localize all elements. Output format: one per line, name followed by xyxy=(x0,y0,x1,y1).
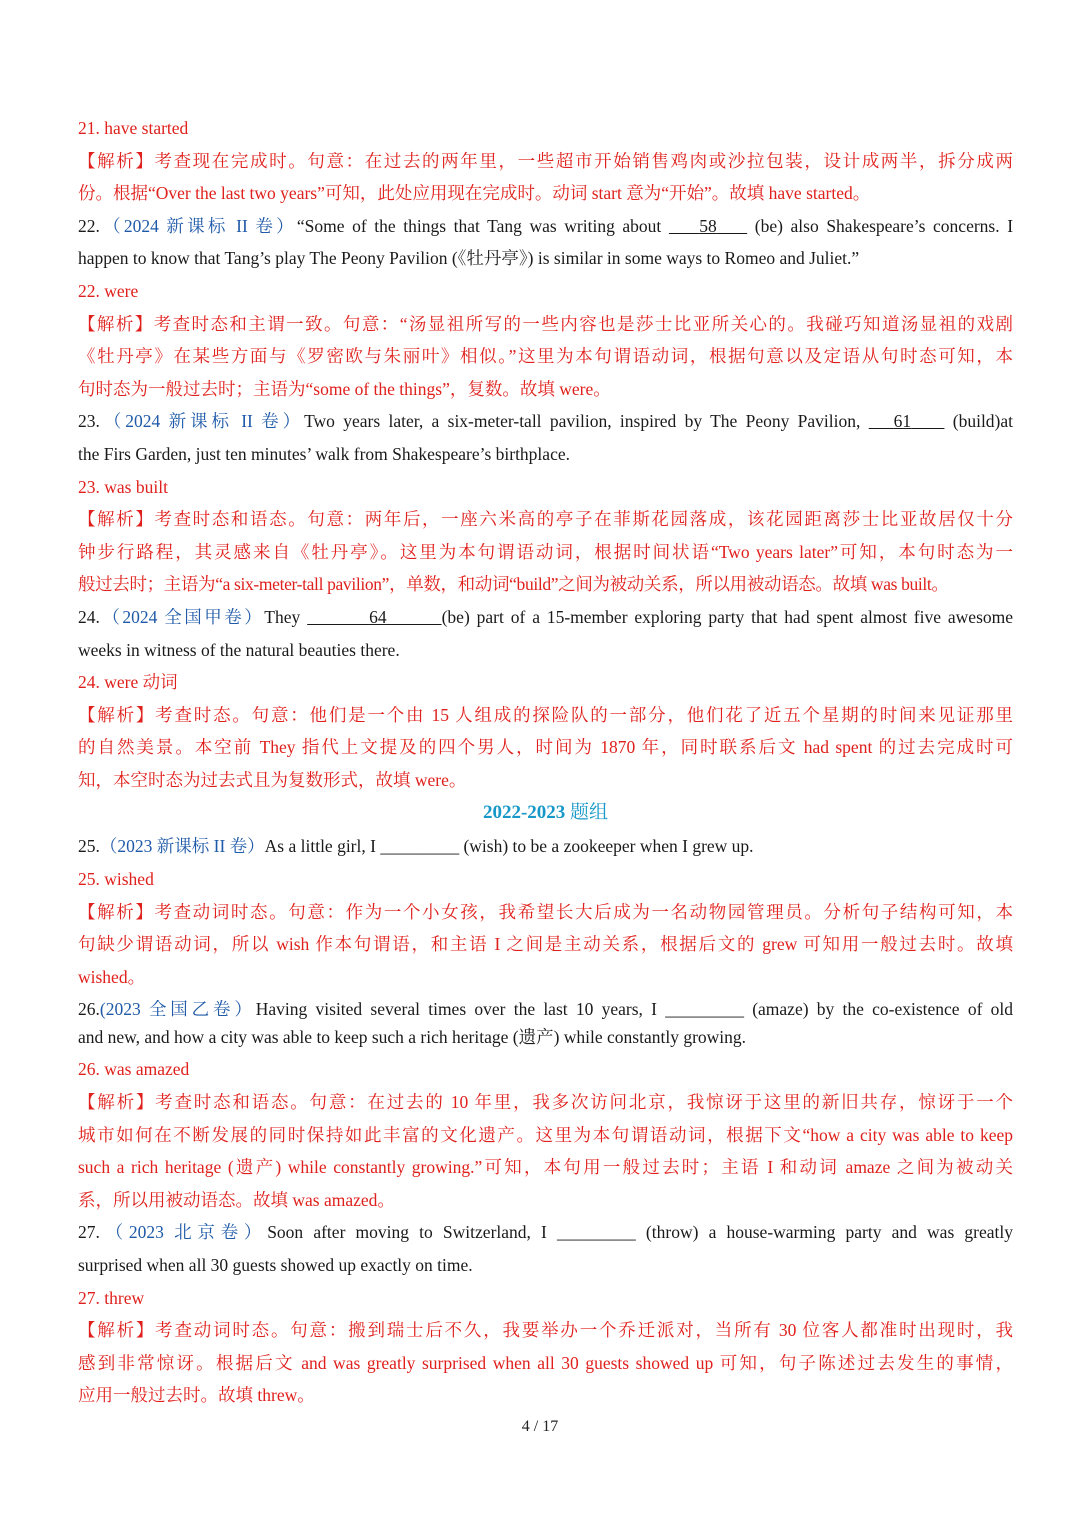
question-source: （2024 新课标 II 卷） xyxy=(99,215,297,236)
analysis-24-line-1: 【解析】考查时态。句意：他们是一个由 15 人组成的探险队的一部分，他们花了近五个星期的时间来见证那里 xyxy=(78,704,1013,725)
analysis-25-line-2: 句缺少谓语动词，所以 wish 作本句谓语，和主语 I 之间是主动关系，根据后文的 grew 可知用一般过去时。故填 xyxy=(78,934,1013,955)
page-number: 4 / 17 xyxy=(521,1418,559,1435)
analysis-23-line-2: 钟步行路程，其灵感来自《牡丹亭》。这里为本句谓语动词，根据时间状语“Two years later”可知，本句时态为一 xyxy=(78,541,1013,562)
question-27-line-2: surprised when all 30 guests showed up exactly on time. xyxy=(78,1255,473,1275)
answer-25: 25. wished xyxy=(78,869,154,890)
analysis-25-line-1: 【解析】考查动词时态。句意：作为一个小女孩，我希望长大后成为一名动物园管理员。分析句子结构可知，本 xyxy=(78,901,1013,922)
answer-23: 23. was built xyxy=(78,476,168,497)
question-26-line-2: and new, and how a city was able to keep such a rich heritage (遗产) while constantly growing. xyxy=(78,1027,747,1048)
question-24: 24.（2024 全国甲卷）They 64 (be) part of a 15-member exploring party that had spent almost five awesome xyxy=(78,606,1013,627)
question-26: 26.(2023 全国乙卷）Having visited several times over the last 10 years, I _________ (amaze) by the co-existence of old xyxy=(78,999,1013,1020)
analysis-27-line-1: 【解析】考查动词时态。句意：搬到瑞士后不久，我要举办一个乔迁派对，当所有 30 位客人都准时出现时，我 xyxy=(78,1320,1013,1341)
analysis-27-line-3: 应用一般过去时。故填 threw。 xyxy=(78,1385,315,1406)
analysis-26-line-3: such a rich heritage (遗产) while constantly growing.”可知，本句用一般过去时；主语 I 和动词 amaze 之间为被动关 xyxy=(78,1157,1013,1178)
answer-26: 26. was amazed xyxy=(78,1059,190,1080)
blank-61: 61 xyxy=(893,411,912,432)
section-heading: 2022-2023 题组 xyxy=(482,802,609,824)
answer-21: 21. have started xyxy=(78,118,189,138)
analysis-22-line-3: 句时态为一般过去时；主语为“some of the things”，复数。故填 were。 xyxy=(78,378,611,399)
question-24-line-2: weeks in witness of the natural beauties there. xyxy=(78,639,400,660)
answer-27: 27. threw xyxy=(78,1287,145,1308)
blank-58: 58 xyxy=(699,215,717,236)
analysis-27-line-2: 感到非常惊讶。根据后文 and was greatly surprised when all 30 guests showed up 可知，句子陈述过去发生的事情， xyxy=(78,1352,1013,1373)
question-23: 23.（2024 新课标 II 卷）Two years later, a six-meter-tall pavilion, inspired by The Peony Pavilion, 61 (build)at xyxy=(78,411,1013,432)
question-22-line-2: happen to know that Tang’s play The Peony Pavilion (《牡丹亭》) is similar in some ways to Romeo and Juliet.” xyxy=(78,248,860,269)
analysis-23-line-1: 【解析】考查时态和语态。句意：两年后，一座六米高的亭子在菲斯花园落成，该花园距离莎士比亚故居仅十分 xyxy=(78,509,1013,530)
analysis-24-line-2: 的自然美景。本空前 They 指代上文提及的四个男人，时间为 1870 年，同时联系后文 had spent 的过去完成时可 xyxy=(78,737,1013,758)
analysis-23-line-3: 般过去时；主语为“a six-meter-tall pavilion”，单数，和动词“build”之间为被动关系，所以用被动语态。故填 was built。 xyxy=(78,574,949,595)
answer-24: 24. were 动词 xyxy=(78,672,178,693)
analysis-25-line-3: wished。 xyxy=(78,966,146,987)
analysis-21-line-2: 份。根据“Over the last two years”可知，此处应用现在完成时。动词 start 意为“开始”。故填 have started。 xyxy=(78,183,871,204)
question-number: 22. xyxy=(78,215,100,236)
question-25: 25.（2023 新课标 II 卷）As a little girl, I _________ (wish) to be a zookeeper when I grew up. xyxy=(78,836,754,857)
question-23-line-2: the Firs Garden, just ten minutes’ walk from Shakespeare’s birthplace. xyxy=(78,443,570,464)
answer-22: 22. were xyxy=(78,280,139,301)
analysis-26-line-2: 城市如何在不断发展的同时保持如此丰富的文化遗产。这里为本句谓语动词，根据下文“how a city was able to keep xyxy=(78,1124,1013,1145)
page-content xyxy=(78,112,1013,1412)
analysis-24-line-3: 知，本空时态为过去式且为复数形式，故填 were。 xyxy=(78,769,467,790)
analysis-26-line-4: 系，所以用被动语态。故填 was amazed。 xyxy=(78,1189,395,1210)
analysis-22-line-1: 【解析】考查时态和主谓一致。句意：“汤显祖所写的一些内容也是莎士比亚所关心的。我碰巧知道汤显祖的戏剧 xyxy=(78,313,1013,334)
analysis-26-line-1: 【解析】考查时态和语态。句意：在过去的 10 年里，我多次访问北京，我惊讶于这里的新旧共存，惊讶于一个 xyxy=(78,1092,1013,1113)
question-27: 27.（2023 北京卷）Soon after moving to Switzerland, I _________ (throw) a house-warming party and was greatly xyxy=(78,1222,1013,1243)
blank-64: 64 xyxy=(369,606,387,627)
analysis-22-line-2: 《牡丹亭》在某些方面与《罗密欧与朱丽叶》相似。”这里为本句谓语动词，根据句意以及定语从句时态可知，本 xyxy=(78,346,1013,367)
analysis-21-line-1: 【解析】考查现在完成时。句意：在过去的两年里，一些超市开始销售鸡肉或沙拉包装，设计成两半，拆分成两 xyxy=(78,150,1013,171)
question-22: 22.（2024 新课标 II 卷）“Some of the things that Tang was writing about 58 (be) also Shakespeare’s concerns. I xyxy=(78,215,1013,236)
